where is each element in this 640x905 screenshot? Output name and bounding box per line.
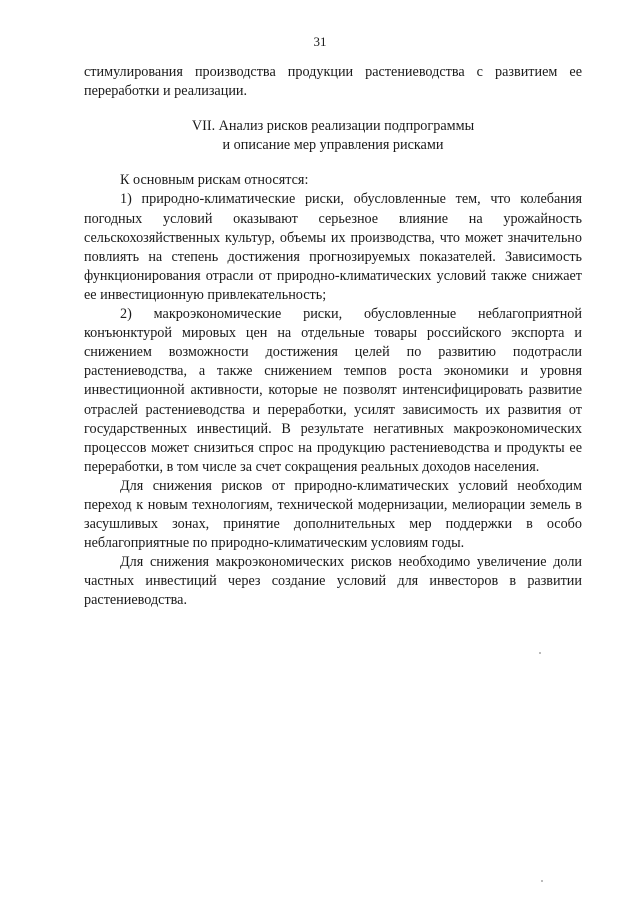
section-title-line-2: и описание мер управления рисками xyxy=(222,137,444,154)
paragraph-climate-risks: 1) природно-климатические риски, обусловленные тем, что колебания погодных условий оказывают серьезное влияние на урожайность сельскохозяйственных культур, объемы их производства, что может значительно повлиять на степень достижения прогнозируемых показателей. Зависимость функционирования отрасли от природно-климатических условий также снижает ее инвестиционную привлекательность; xyxy=(84,191,582,303)
document-body xyxy=(84,63,582,611)
section-title-line-1: VII. Анализ рисков реализации подпрограммы xyxy=(191,118,475,135)
paragraph-risks-intro: К основным рискам относятся: xyxy=(120,172,309,189)
scan-speck xyxy=(539,652,541,654)
paragraph-climate-mitigation: Для снижения рисков от природно-климатических условий необходим переход к новым технологиям, технической модернизации, мелиорации земель в засушливых зонах, принятие дополнительных мер поддержки в особо неблагоприятные по природно-климатическим условиям годы. xyxy=(84,477,582,552)
paragraph-macroeconomic-risks: 2) макроэкономические риски, обусловленные неблагоприятной конъюнктурой мировых цен на отдельные товары российского экспорта и снижением возможности достижения целей по развитию подотрасли растениеводства, а также снижением темпов роста экономики и уровня инвестиционной активности, которые не позволят интенсифицировать развитие отраслей растениеводства и переработки, усилят зависимость их развития от государственных инвестиций. В результате негативных макроэкономических процессов может снизиться спрос на продукцию растениеводства и продукты ее переработки, в том числе за счет сокращения реальных доходов населения. xyxy=(84,306,582,475)
page-number: 31 xyxy=(313,34,327,49)
intro-paragraph: стимулирования производства продукции растениеводства с развитием ее переработки и реализации. xyxy=(84,64,582,100)
paragraph-macroeconomic-mitigation: Для снижения макроэкономических рисков необходимо увеличение доли частных инвестиций через создание условий для инвесторов в развитии растениеводства. xyxy=(84,554,582,609)
scan-speck xyxy=(541,880,543,882)
section-title xyxy=(84,117,582,155)
